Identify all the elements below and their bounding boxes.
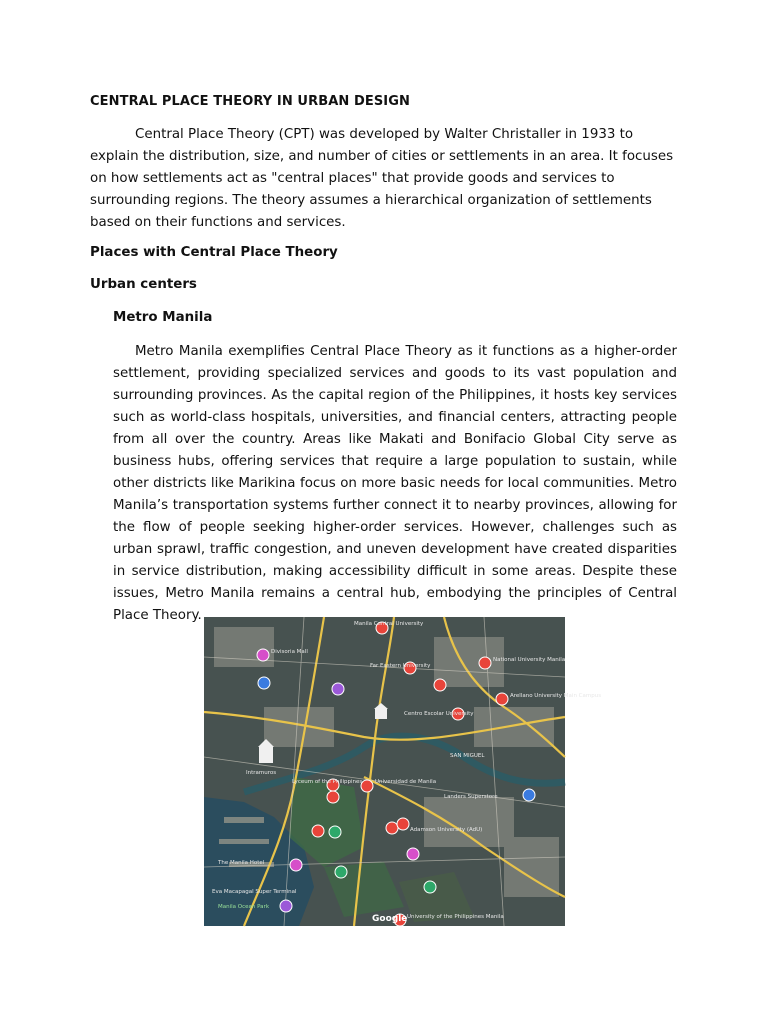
label-lyceum: Lyceum of the Philippines [292, 779, 363, 785]
heading-metro-manila: Metro Manila [113, 310, 213, 325]
label-manila-central: Manila Central University [354, 621, 424, 627]
label-centro-escolar: Centro Escolar University [404, 711, 474, 717]
label-universidad-de-manila: Universidad de Manila [375, 779, 437, 785]
google-watermark: Google [372, 914, 408, 924]
label-manila-ocean-park: Manila Ocean Park [218, 904, 270, 910]
document-title: CENTRAL PLACE THEORY IN URBAN DESIGN [90, 94, 410, 109]
heading-urban-centers: Urban centers [90, 277, 197, 292]
intro-paragraph: Central Place Theory (CPT) was developed by Walter Christaller in 1933 to explain the distribution, size, and number of cities or settlements in an area. It focuses on how settlements act as "central places" that provide goods and services to surrounding regions. The theory assumes a hierarchical organization of settlements based on their functions and services. [90, 127, 674, 230]
label-national-university: National University Manila [493, 657, 566, 663]
label-arellano: Arellano University Main Campus [510, 693, 602, 699]
metro-manila-paragraph: Metro Manila exemplifies Central Place Theory as it functions as a higher-order settlement, providing specialized services and goods to its vast population and surrounding provinces. As the capital region of the Philippines, it hosts key services such as world-class hospitals, universities, and financial centers, attracting people from all over the country. Areas like Makati and Bonifacio Global City serve as business hubs, offering services that require a large population to sustain, while other districts like Marikina focus on more basic needs for local communities. Metro Manila’s transportation systems further connect it to nearby provinces, allowing for the flow of people seeking higher-order services. However, challenges such as urban sprawl, traffic congestion, and uneven development have created disparities in service distribution, making accessibility difficult in some areas. Despite these issues, Metro Manila remains a central hub, embodying the principles of Central Place Theory. [113, 344, 677, 623]
heading-places: Places with Central Place Theory [90, 245, 338, 260]
map-svg [204, 617, 602, 926]
label-eva-macapagal: Eva Macapagal Super Terminal [212, 889, 297, 895]
label-manila-hotel: The Manila Hotel [218, 860, 265, 866]
label-divisoria-mall: Divisoria Mall [271, 649, 308, 655]
label-intramuros: Intramuros [246, 770, 277, 776]
label-adamson: Adamson University (AdU) [410, 827, 483, 833]
label-upm: University of the Philippines Manila [407, 914, 504, 920]
label-landers: Landers Superstore [444, 794, 498, 800]
label-far-eastern: Far Eastern University [370, 663, 431, 669]
label-san-miguel: SAN MIGUEL [450, 753, 485, 759]
map-image [204, 617, 602, 926]
